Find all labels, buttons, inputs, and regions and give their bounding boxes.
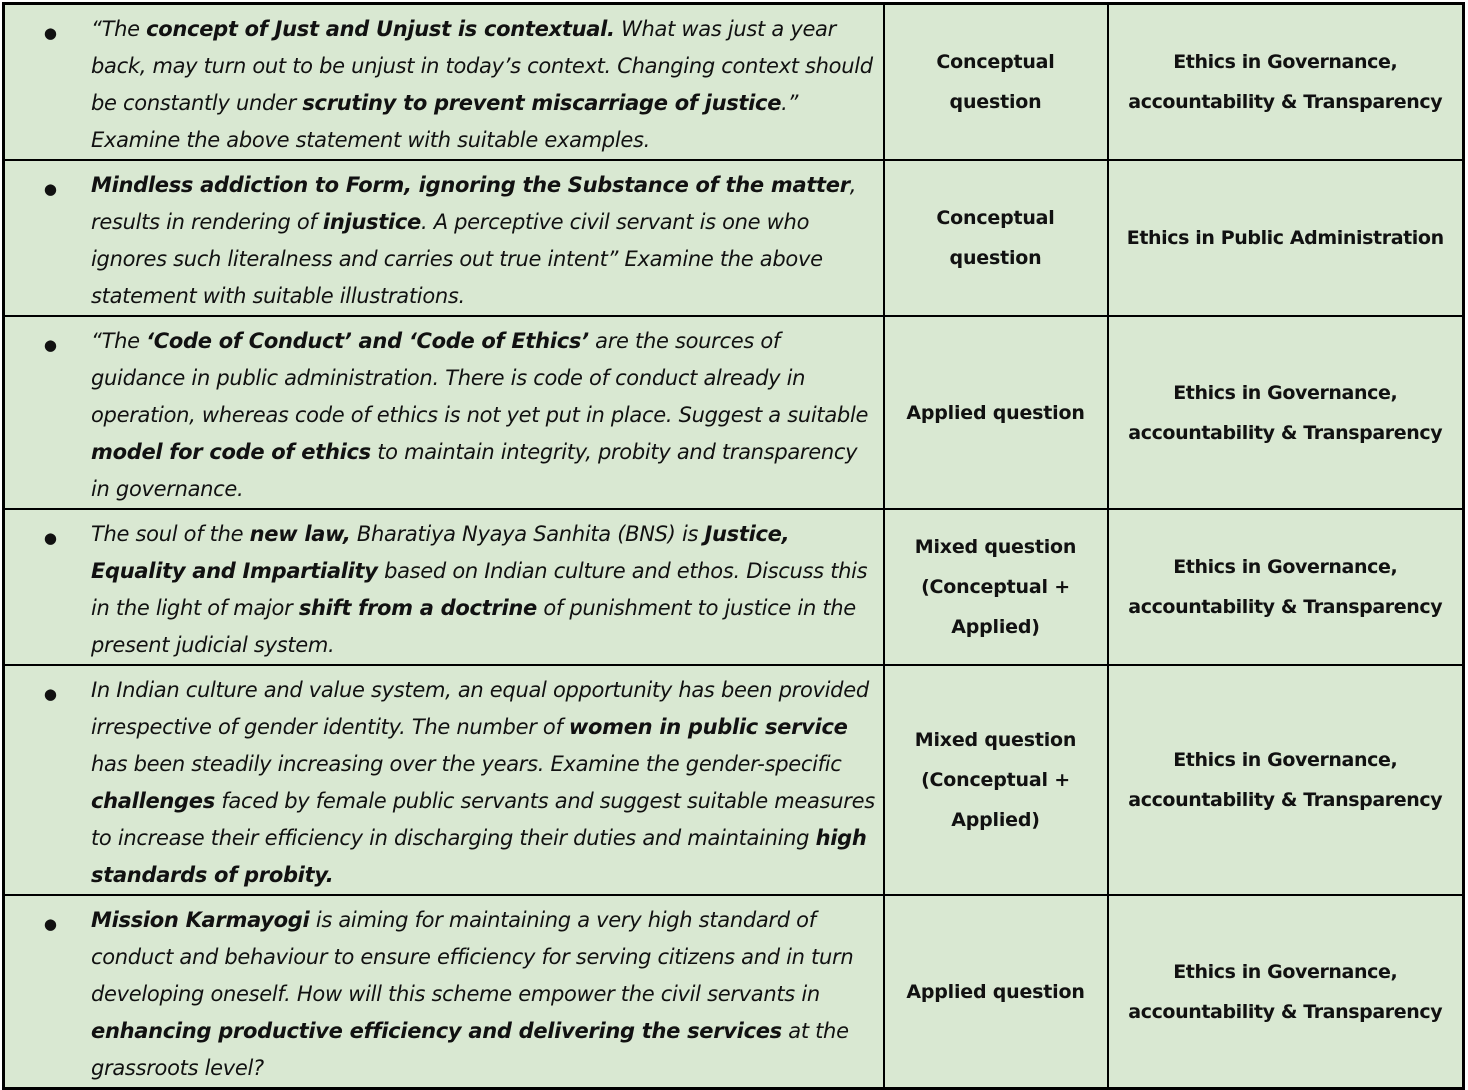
table-row bbox=[4, 4, 1464, 161]
bullet-icon: ● bbox=[43, 180, 57, 198]
question-cell bbox=[4, 509, 884, 665]
question-type-cell: Mixed question (Conceptual + Applied) bbox=[884, 665, 1108, 895]
question-cell bbox=[4, 4, 884, 161]
question-cell bbox=[4, 895, 884, 1089]
question-cell bbox=[4, 160, 884, 316]
bullet-icon: ● bbox=[43, 24, 57, 42]
question-type-cell: Applied question bbox=[884, 316, 1108, 509]
topic-cell: Ethics in Governance, accountability & Transparency bbox=[1108, 665, 1464, 895]
table-row bbox=[4, 895, 1464, 1089]
question-type-cell: Mixed question (Conceptual + Applied) bbox=[884, 509, 1108, 665]
bullet-icon: ● bbox=[43, 915, 57, 933]
question-cell bbox=[4, 316, 884, 509]
table-row bbox=[4, 509, 1464, 665]
topic-cell: Ethics in Governance, accountability & Transparency bbox=[1108, 316, 1464, 509]
bullet-icon: ● bbox=[43, 529, 57, 547]
question-type-cell: Conceptual question bbox=[884, 4, 1108, 161]
question-text: In Indian culture and value system, an equal opportunity has been provided irrespective of gender identity. The number of women in public service has been steadily increasing over the years. Examine the gender-specific challenges faced by female public servants and suggest suitable measures to increase their efficiency in discharging their duties and maintaining high standards of probity. bbox=[91, 678, 875, 887]
questions-table-wrapper bbox=[2, 2, 1465, 1090]
topic-cell: Ethics in Public Administration bbox=[1108, 160, 1464, 316]
table-row bbox=[4, 665, 1464, 895]
question-text: “The ‘Code of Conduct’ and ‘Code of Ethics’ are the sources of guidance in public administration. There is code of conduct already in operation, whereas code of ethics is not yet put in place. Suggest a suitable model for code of ethics to maintain integrity, probity and transparency in governance. bbox=[91, 329, 869, 501]
questions-table bbox=[2, 2, 1465, 1090]
question-type-cell: Applied question bbox=[884, 895, 1108, 1089]
table-row bbox=[4, 160, 1464, 316]
question-text: Mindless addiction to Form, ignoring the Substance of the matter, results in rendering of injustice. A perceptive civil servant is one who ignores such literalness and carries out true intent” Examine the above statement with suitable illustrations. bbox=[91, 173, 857, 308]
question-text: The soul of the new law, Bharatiya Nyaya Sanhita (BNS) is Justice, Equality and Impartiality based on Indian culture and ethos. Discuss this in the light of major shift from a doctrine of punishment to justice in the present judicial system. bbox=[91, 522, 868, 657]
question-type-cell: Conceptual question bbox=[884, 160, 1108, 316]
question-text: “The concept of Just and Unjust is contextual. What was just a year back, may turn out to be unjust in today’s context. Changing context should be constantly under scrutiny to prevent miscarriage of justice.” Examine the above statement with suitable examples. bbox=[91, 17, 873, 152]
topic-cell: Ethics in Governance, accountability & Transparency bbox=[1108, 4, 1464, 161]
topic-cell: Ethics in Governance, accountability & Transparency bbox=[1108, 895, 1464, 1089]
bullet-icon: ● bbox=[43, 685, 57, 703]
question-cell bbox=[4, 665, 884, 895]
bullet-icon: ● bbox=[43, 336, 57, 354]
question-text: Mission Karmayogi is aiming for maintaining a very high standard of conduct and behaviour to ensure efficiency for serving citizens and in turn developing oneself. How will this scheme empower the civil servants in enhancing productive efficiency and delivering the services at the grassroots level? bbox=[91, 908, 854, 1080]
topic-cell: Ethics in Governance, accountability & Transparency bbox=[1108, 509, 1464, 665]
table-row bbox=[4, 316, 1464, 509]
